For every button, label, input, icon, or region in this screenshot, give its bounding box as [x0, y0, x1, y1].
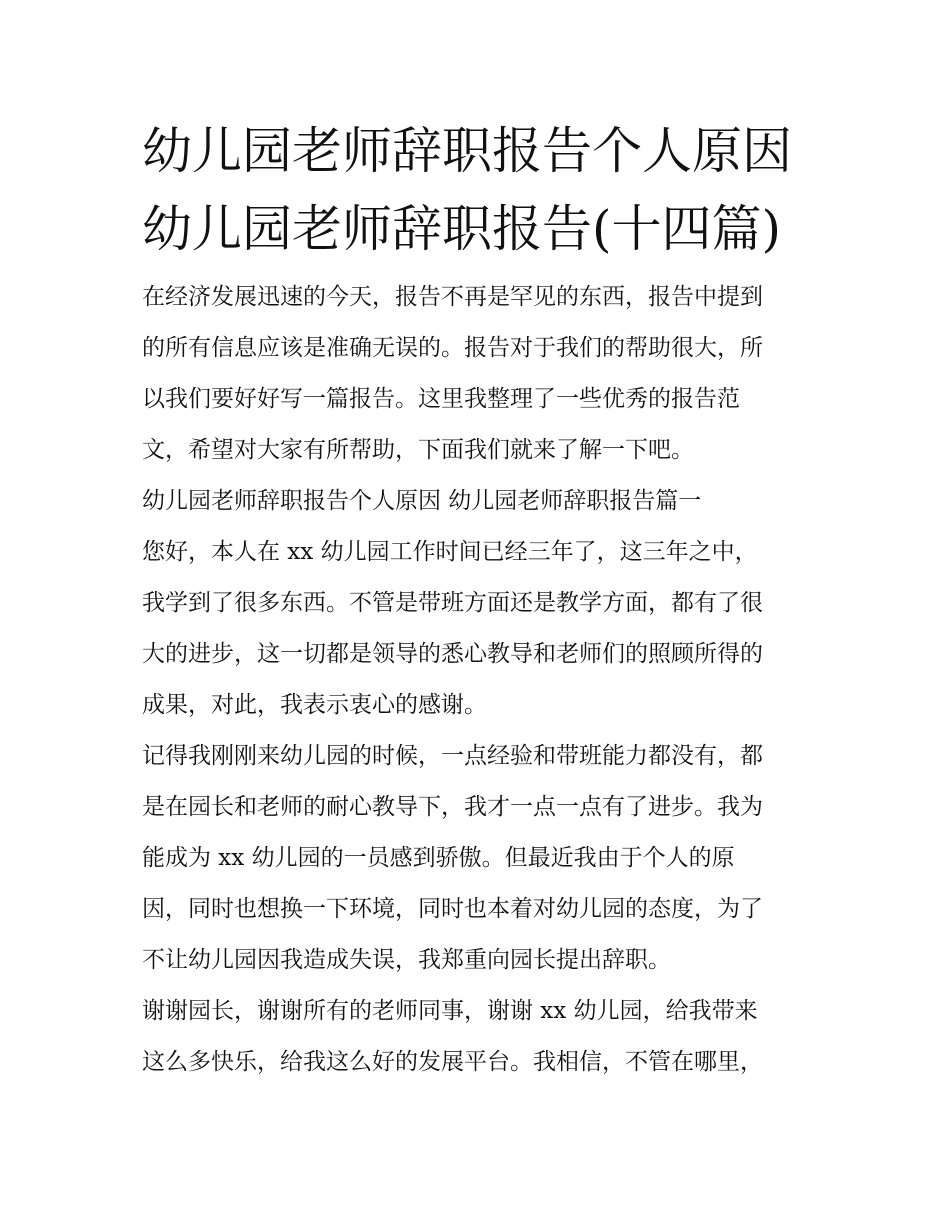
body-line: 成果，对此，我表示衷心的感谢。 [142, 692, 487, 718]
body-line: 在经济发展迅速的今天，报告不再是罕见的东西，报告中提到 [142, 284, 763, 310]
body-line: 因，同时也想换一下环境，同时也本着对幼儿园的态度，为了 [142, 896, 763, 922]
document-page [142, 112, 822, 1088]
body-line: 能成为 xx 幼儿园的一员感到骄傲。但最近我由于个人的原 [142, 845, 735, 871]
body-line: 大的进步，这一切都是领导的悉心教导和老师们的照顾所得的 [142, 641, 763, 667]
body-line: 谢谢园长，谢谢所有的老师同事，谢谢 xx 幼儿园，给我带来 [142, 998, 758, 1024]
document-body [142, 272, 822, 1088]
body-line: 文，希望对大家有所帮助，下面我们就来了解一下吧。 [142, 437, 694, 463]
body-line: 是在园长和老师的耐心教导下，我才一点一点有了进步。我为 [142, 794, 763, 820]
section-heading: 幼儿园老师辞职报告个人原因 幼儿园老师辞职报告篇一 [142, 488, 702, 514]
body-line: 我学到了很多东西。不管是带班方面还是教学方面，都有了很 [142, 590, 763, 616]
body-line: 记得我刚刚来幼儿园的时候，一点经验和带班能力都没有，都 [142, 743, 763, 769]
body-line: 这么多快乐，给我这么好的发展平台。我相信，不管在哪里， [142, 1049, 763, 1075]
title-line-2: 幼儿园老师辞职报告(十四篇) [142, 200, 782, 258]
document-title [142, 112, 822, 268]
title-line-1: 幼儿园老师辞职报告个人原因 [142, 122, 792, 180]
body-line: 您好，本人在 xx 幼儿园工作时间已经三年了，这三年之中， [142, 539, 758, 565]
body-line: 的所有信息应该是准确无误的。报告对于我们的帮助很大，所 [142, 335, 763, 361]
body-line: 以我们要好好写一篇报告。这里我整理了一些优秀的报告范 [142, 386, 740, 412]
body-line: 不让幼儿园因我造成失误，我郑重向园长提出辞职。 [142, 947, 671, 973]
